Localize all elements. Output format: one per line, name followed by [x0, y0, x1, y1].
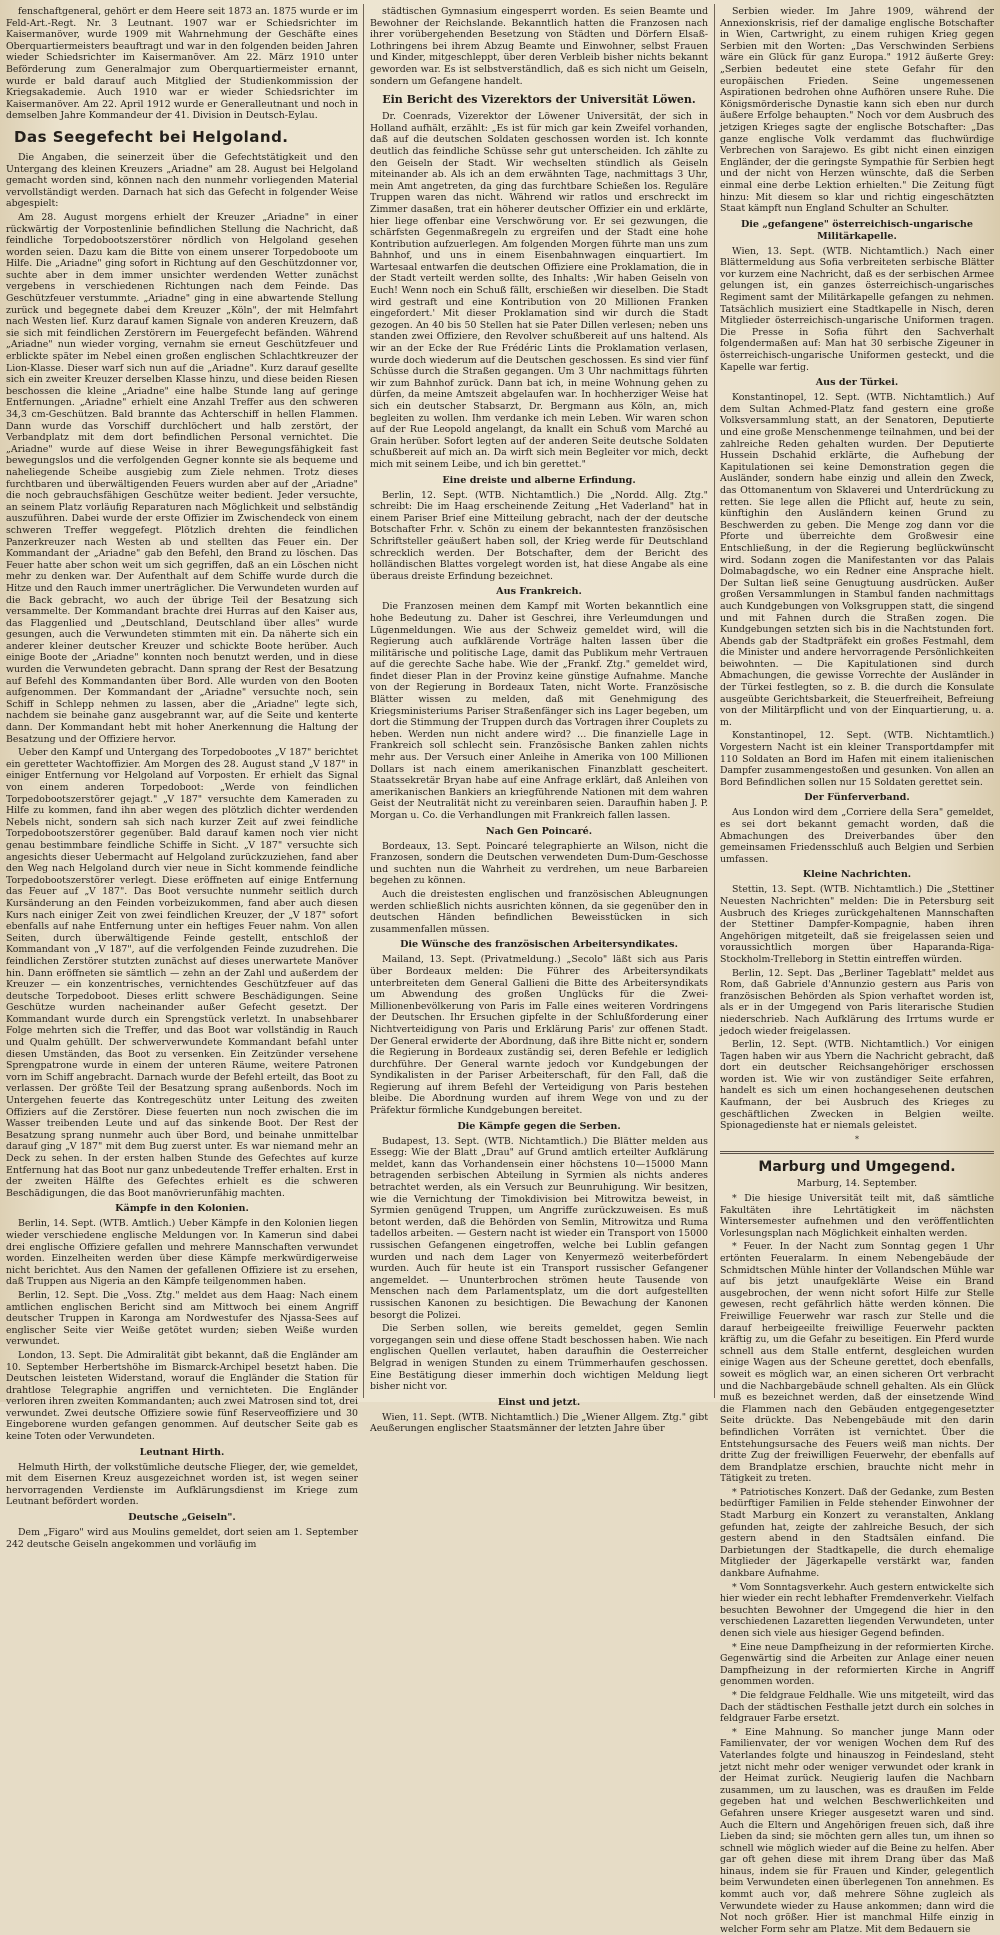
section-heading: Die „gefangene" österreichisch-ungarische Militärkapelle. — [740, 218, 974, 242]
paragraph: Berlin, 12. Sept. (WTB. Nichtamtlich.) Vor einigen Tagen haben wir aus Ybern die Nachricht gebracht, daß dort ein deutscher Reichsangehöriger erschossen worden ist. Wie wir von zuständiger Seite erfahren, handelt es sich um einen hochangesehenen deutschen Kaufmann, der bei Ausbruch des Krieges zu geschäftlichen Zwecken in Belgien weilte. Spionagedienste hat er niemals geleistet. — [720, 1039, 994, 1132]
paragraph: Berlin, 14. Sept. (WTB. Amtlich.) Ueber Kämpfe in den Kolonien liegen wieder verschiedene englische Meldungen vor. In Kamerun sind dabei drei englische Offiziere gefallen und mehrere Mannschaften verwundet worden. Einzelheiten werden über diese Kämpfe merkwürdigerweise nicht berichtet. Aus den Namen der gefallenen Offiziere ist zu ersehen, daß Truppen aus Nigeria an den Kämpfe teilgenommen haben. — [6, 1218, 358, 1288]
paragraph: Auch die dreistesten englischen und französischen Ableugnungen werden schließlich nichts ausrichten können, da sie gegenüber den in deutschen Händen befindlichen Beweisstücken in sich zusammenfallen müssen. — [370, 888, 708, 935]
paragraph: Wien, 13. Sept. (WTB. Nichtamtlich.) Nach einer Blättermeldung aus Sofia verbreiteten serbische Blätter vor kurzem eine Nachricht, daß es der serbischen Armee gelungen ist, ein ganzes österreichisch-ungarisches Regiment samt der Militärkapelle gefangen zu nehmen. Tatsächlich musiziert eine Stadtkapelle in Nisch, deren Mitglieder österreichisch-ungarische Uniformen tragen. Die Presse in Sofia führt den Sachverhalt folgendermaßen auf: Man hat 30 serbische Zigeuner in österreichisch-ungarische Uniformen gesteckt, und die Kapelle war fertig. — [720, 245, 994, 373]
paragraph: Die Angaben, die seinerzeit über die Gefechtstätigkeit und den Untergang des kleinen Kreuzers „Ariadne" am 28. August bei Helgoland gemacht worden sind, können nach den nunmehr vorliegenden Material vervollständigt werden. Darnach hat sich das Gefecht in folgender Weise abgespielt: — [6, 151, 358, 210]
paragraph: Konstantinopel, 12. Sept. (WTB. Nichtamtlich.) Vorgestern Nacht ist ein kleiner Transportdampfer mit 110 Soldaten an Bord im Hafen mit einem italienischen Dampfer zusammengestoßen und gesunken. Von allen an Bord Befindlichen sollen nur 15 Soldaten gerettet sein. — [720, 730, 994, 788]
column-rule — [363, 4, 364, 1398]
section-heading: Nach Gen Poincaré. — [485, 825, 593, 837]
paragraph: städtischen Gymnasium eingesperrt worden. Es seien Beamte und Bewohner der Reichslande. Bekanntlich hatten die Franzosen nach ihrer vorübergehenden Besetzung von Städten und Dörfern Elsaß-Lothringens bei ihrem Abzug Beamte und Einwohner, selbst Frauen und Kinder, mitgeschleppt, über deren Verbleib bisher nichts bekannt geworden war. Es ist selbstverständlich, daß es sich nicht um Geiseln, sondern um Gefangene handelt. — [370, 6, 708, 87]
section-heading: Aus der Türkei. — [815, 377, 899, 389]
dateline: Marburg, 14. September. — [796, 1178, 918, 1190]
paragraph: Die Franzosen meinen dem Kampf mit Worten bekanntlich eine hohe Bedeutung zu. Daher ist Geschrei, ihre Verleumdungen und Lügenmeldungen. Wie aus der Schweiz gemeldet wird, will die Regierung auch aufklärende Vorträge halten lassen über die militärische und politische Lage, damit das Publikum mehr Vertrauen auf die gerechte Sache habe. Wie der „Frankf. Ztg." gemeldet wird, findet dieser Plan in der Provinz keine günstige Aufnahme. Manche von der Regierung in Bordeaux Taten, nicht Worte. Französische Blätter wissen zu melden, daß mit Genehmigung des Kriegsministeriums Pariser Straßenfänger sich ins Lager begeben, um dort die Stimmung der Truppen durch das Vortragen ihrer Couplets zu heben. Werden nun nicht andere wird? … Die finanzielle Lage in Frankreich soll schlecht sein. Französische Banken zahlen nichts mehr aus. Der Versuch einer Anleihe in Amerika von 100 Millionen Dollars ist nach einem amerikanischen Finanzblatt gescheitert. Staatssekretär Bryan habe auf eine Anfrage erklärt, daß Anleihen von amerikanischen Bankiers an kriegführende Nationen mit dem wahren Geist der Neutralität nicht zu vereinbaren seien. Daraufhin haben J. P. Morgan u. Co. die Verhandlungen mit Frankreich fallen lassen. — [370, 601, 708, 821]
paragraph: fenschaftgeneral, gehört er dem Heere seit 1873 an. 1875 wurde er im Feld-Art.-Regt. Nr. 3 Leutnant. 1907 war er Schiedsrichter im Kaisermanöver, wurde 1909 mit Wahrnehmung der Geschäfte eines Oberquartiermeisters beauftragt und war in den folgenden beiden Jahren wieder Schiedsrichter im Kaisermanöver. Am 22. März 1910 unter Beförderung zum Generalmajor zum Oberquartiermeister ernannt, wurde er bald darauf auch Mitglied der Studienkommission der Kriegsakademie. Auch 1910 war er wieder Schiedsrichter im Kaisermanöver. Am 22. April 1912 wurde er Generalleutnant und noch in demselben Jahre Kommandeur der 41. Division in Deutsch-Eylau. — [6, 6, 358, 122]
column-left — [6, 6, 358, 1550]
separator-star: * — [855, 1134, 859, 1144]
paragraph: London, 13. Sept. Die Admiralität gibt bekannt, daß die Engländer am 10. September Herbertshöhe im Bismarck-Archipel besetzt haben. Die Deutschen leisteten Widerstand, worauf die Engländer die Station für drahtlose Telegraphie angriffen und vernichteten. Die Engländer verloren ihren zweiten Kommandanten; auch zwei Matrosen sind tot, drei verwundet. Zwei deutsche Offiziere sowie fünf Reserveoffiziere und 30 Eingeborene wurden gefangen genommen. Auf deutscher Seite gab es keine Toten oder Verwundeten. — [6, 1349, 358, 1443]
section-heading: Kleine Nachrichten. — [802, 869, 912, 881]
paragraph: * Die feldgraue Feldhalle. Wie uns mitgeteilt, wird das Dach der städtischen Festhalle jetzt durch ein solches in feldgrauer Farbe ersetzt. — [720, 1689, 994, 1725]
article-heading: Ein Bericht des Vizerektors der Universität Löwen. — [382, 93, 696, 107]
paragraph: Berlin, 12. Sept. Das „Berliner Tageblatt" meldet aus Rom, daß Gabriele d'Annunzio gestern aus Paris von französischen Behörden als Spion verhaftet worden ist, als er in der Umgegend von Paris literarische Studien niederschrieb. Nach Aufklärung des Irrtums wurde er jedoch wieder freigelassen. — [720, 967, 994, 1037]
paragraph: Aus London wird dem „Corriere della Sera" gemeldet, es sei dort bekannt gemacht worden, daß die Abmachungen des Dreiverbandes über den gemeinsamen Friedensschluß auch Belgien und Serbien umfassen. — [720, 807, 994, 865]
section-heading: Die Wünsche des französischen Arbeitersyndikates. — [400, 939, 678, 951]
paragraph: Berlin, 12. Sept. (WTB. Nichtamtlich.) Die „Nordd. Allg. Ztg." schreibt: Die im Haag erscheinende Zeitung „Het Vaderland" hat in einem Pariser Brief eine Mitteilung gebracht, nach der der deutsche Botschafter Frhr. v. Schön zu einem der bekanntesten französischen Schriftsteller geäußert haben soll, der Krieg werde für Deutschland schrecklich werden. Der Botschafter, dem der Bericht des holländischen Blattes vorgelegt worden ist, hat diese Angabe als eine überaus dreiste Erfindung bezeichnet. — [370, 489, 708, 582]
paragraph: * Die hiesige Universität teilt mit, daß sämtliche Fakultäten ihre Lehrtätigkeit im nächsten Wintersemester aufnehmen und den veröffentlichten Vorlesungsplan nach Möglichkeit einhalten werden. — [720, 1193, 994, 1239]
paragraph: Am 28. August morgens erhielt der Kreuzer „Ariadne" in einer rückwärtig der Vorpostenlinie befindlichen Stellung die Nachricht, daß feindliche Torpedobootszerstörer nördlich von Helgoland gesehen worden seien. Dazu kam die Bitte von einem unserer Torpedoboote um Hilfe. Die „Ariadne" ging sofort in Richtung auf den Geschützdonner vor, suchte aber in dem immer unsichter werdenden Wetter zunächst vergebens in verschiedenen Richtungen nach dem Feinde. Das Geschützfeuer verstummte. „Ariadne" ging in eine abwartende Stellung zurück und begegnete dabei dem Kreuzer „Köln", der mit Helmfahrt nach Westen lief. Kurz darauf kamen Signale von anderen Kreuzern, daß sie sich mit feindlichen Zerstörern im Feuergefecht befänden. Während „Ariadne" nun wieder vorging, vernahm sie erneut Geschützfeuer und erblickte später im Nebel einen großen englischen Schlachtkreuzer der Lion-Klasse. Dieser warf sich nun auf die „Ariadne". Kurz darauf gesellte sich ein zweiter Kreuzer derselben Klasse hinzu, und diese beiden Riesen beschossen die kleine „Ariadne" eine halbe Stunde lang auf geringe Entfernungen. „Ariadne" erhielt eine Anzahl Treffer aus den schweren 34,3 cm-Geschützen. Bald brannte das Achterschiff in hellen Flammen. Dann wurde das Vorschiff durchlöchert und halb zerstört, der Verbandplatz mit dem dort befindlichen Personal vernichtet. Die „Ariadne" wurde auf diese Weise in ihrer Bewegungsfähigkeit fast bewegungslos und die verfolgenden Gegner konnte sie als bequeme und naheliegende Scheibe ausgiebig zum Ziele nehmen. Trotz dieses furchtbaren und überwältigenden Feuers wurden aber auf der „Ariadne" die noch gebrauchsfähigen Geschütze weiter bedient. Jeder versuchte, an seinem Platz vorläufig Reparaturen nach Möglichkeit und selbständig auszuführen. Dabei wurde der erste Offizier im Zwischendeck von einem schweren Treffer weggefegt. Plötzlich drehten die feindlichen Panzerkreuzer nach Westen ab und stellten das Feuer ein. Der Kommandant der „Ariadne" gab den Befehl, den Brand zu löschen. Das Feuer hatte aber schon weit um sich gegriffen, daß an ein Löschen nicht mehr zu denken war. Der Aufenthalt auf dem Schiffe wurde durch die Hitze und den Rauch immer unerträglicher. Die Verwundeten wurden auf die Back gebracht, wo auch der übrige Teil der Besatzung sich versammelte. Der Kommandant brachte drei Hurras auf den Kaiser aus, das Flaggenlied und „Deutschland, Deutschland über alles" wurde gesungen, auch die Verwundeten stimmten mit ein. Da näherte sich ein anderer kleiner deutscher Kreuzer und schickte Boote herüber. Auch einige Boote der „Ariadne" konnten noch benutzt werden, und in diese wurden die Verwundeten gebracht. Dann sprang der Rest der Besatzung auf Befehl des Kommandanten über Bord. Alle wurden von den Booten aufgenommen. Der Kommandant der „Ariadne" versuchte noch, sein Schiff in Schlepp nehmen zu lassen, aber die „Ariadne" legte sich, nachdem sie beinahe ganz ausgebrannt war, auf die Seite und kenterte dann. Der Kommandant hebt mit hoher Anerkennung die Haltung der Besatzung und der Offiziere hervor. — [6, 211, 358, 745]
section-heading: Einst und jetzt. — [497, 1396, 581, 1408]
column-middle — [370, 6, 708, 1435]
paragraph: * Eine Mahnung. So mancher junge Mann oder Familienvater, der vor wenigen Wochen dem Ruf des Vaterlandes folgte und hinauszog in Feindesland, steht jetzt nicht mehr oder weniger verwundet oder krank in der Heimat zurück. Neugierig laufen die Nachbarn zusammen, um zu lauschen, was es draußen im Felde gegeben hat und welchen Beschwerlichkeiten und Gefahren unsere Krieger ausgesetzt waren und sind. Auch die Eltern und Angehörigen freuen sich, daß ihre Lieben da sind; sie möchten gern alles tun, um ihnen so schnell wie möglich wieder auf die Beine zu helfen. Aber gar oft gehen diese mit ihrem Drang über das Maß hinaus, indem sie für Frauen und Kinder, gelegentlich beim Verwundeten einen überlegenen Ton annehmen. Es kommt auch vor, daß mehrere Söhne zugleich als Verwundete wieder zu Hause ankommen; dann wird die Not noch größer. Hier ist manchmal Hilfe einzig in welcher Form sehr am Platze. Mit dem Bedauern sie — [720, 1726, 994, 1935]
article-heading: Das Seegefecht bei Helgoland. — [14, 127, 289, 146]
paragraph: Helmuth Hirth, der volkstümliche deutsche Flieger, der, wie gemeldet, mit dem Eisernen Kreuz ausgezeichnet worden ist, ist wegen seiner hervorragenden Verdienste im Aufklärungsdienst im Kriege zum Leutnant befördert worden. — [6, 1461, 358, 1508]
paragraph: * Vom Sonntagsverkehr. Auch gestern entwickelte sich hier wieder ein recht lebhafter Fremdenverkehr. Vielfach besuchten Bewohner der Umgegend die hier in den verschiedenen Lazaretten liegenden Verwundeten, unter denen sich viele aus hiesiger Gegend befinden. — [720, 1581, 994, 1639]
paragraph: * Feuer. In der Nacht zum Sonntag gegen 1 Uhr ertönten Feueralarm. In einem Nebengebäude der Schmidtschen Mühle hinter der Vollandschen Mühle war auf bis jetzt unaufgeklärte Weise ein Brand ausgebrochen, der wenn nicht sofort Hilfe zur Stelle gewesen, recht gefährlich hätte werden können. Die Freiwillige Feuerwehr war rasch zur Stelle und die darauf herbeigeeilte freiwillige Feuerwehr packten kräftig zu, um die Gefahr zu beseitigen. Ein Pferd wurde schnell aus dem Stalle entfernt, desgleichen wurden einige Wagen aus der Scheune gerettet, doch ebenfalls, soweit es möglich war, an einen sicheren Ort verbracht und die Nachbargebäude schnell gehalten. Als ein Glück muß es bezeichnet werden, daß der einsetzende Wind die Flammen nach den Gebäuden entgegengesetzter Seite drückte. Das Nebengebäude mit den darin befindlichen Vorräten ist vernichtet. Über die Entstehungsursache des Feuers weiß man nichts. Der dritte Zug der freiwilligen Feuerwehr, der ebenfalls auf dem Brandplatze erschien, brauchte nicht mehr in Tätigkeit zu treten. — [720, 1241, 994, 1485]
paragraph: Dr. Coenrads, Vizerektor der Löwener Universität, der sich in Holland aufhält, erzählt: „Es ist für mich gar kein Zweifel vorhanden, daß auf die deutschen Soldaten geschossen worden ist. Ich konnte deutlich das feindliche Schüsse sehr gut unterscheiden. Ich zählte zu den Geiseln der Stadt. Wir wechselten stündlich als Geiseln miteinander ab. Als ich an dem erwähnten Tage, nachmittags 3 Uhr, mein Amt angetreten, da ging das furchtbare Schießen los. Reguläre Truppen waren das nicht. Während wir ratlos und erschreckt im Zimmer dasaßen, trat ein höherer deutscher Offizier ein und erklärte, hier liege offenbar eine Verschwörung vor. Er sei gezwungen, die schärfsten Gegenmaßregeln zu ergreifen und der Stadt eine hohe Kontribution aufzuerlegen. Am folgenden Morgen führte man uns zum Bahnhof, und uns in einem Eisenbahnwagen einquartiert. Im Wartesaal entwarfen die deutschen Offiziere eine Proklamation, die in der Stadt verteilt werden sollte, des Inhalts: ‚Wir haben Geiseln von Euch! Wenn noch ein Schuß fällt, erschießen wir dieselben. Die Stadt wird gestraft und eine Kontribution von 20 Millionen Franken eingefordert.' Mit dieser Proklamation sind wir durch die Stadt gezogen. An 40 bis 50 Stellen hat sie Pater Dillen verlesen; neben uns standen zwei Offiziere, den Revolver schußbereit auf uns haltend. Als wir an der Ecke der Rue Frédéric Lints die Proklamation verlasen, wurde doch wiederum auf die Deutschen geschossen. Es sind vier fünf Schüsse durch die Straßen gegangen. Um 3 Uhr nachmittags führten wir zum Bahnhof zurück. Dann bat ich, in meine Wohnung gehen zu dürfen, da meine Amtszeit abgelaufen war. In hochherziger Weise hat sich ein deutscher Stabsarzt, Dr. Bergmann aus Köln, an, mich begleiten zu wollen. Ihm verdanke ich mein Leben. Wir waren schon auf der Rue Leopold angelangt, da knallt ein Schuß vom Marché au Grain herüber. Sofort legten auf der anderen Seite deutsche Soldaten schußbereit auf mich an. Da wirft sich mein Begleiter vor mich, deckt mich mit seinem Leibe, und ich bin gerettet." — [370, 111, 708, 470]
paragraph: Ueber den Kampf und Untergang des Torpedobootes „V 187" berichtet ein geretteter Wachtoffizier. Am Morgen des 28. August stand „V 187" in einiger Entfernung vor Helgoland auf Vorposten. Er erhielt das Signal von einem anderen Torpedoboot: „Werde von feindlichen Torpedobootszerstörer gejagt." „V 187" versuchte dem Kameraden zu Hilfe zu kommen, fand ihn aber wegen des plötzlich dichter werdenden Nebels nicht, sondern sah sich nach kurzer Zeit auf zwei feindliche Torpedobootszerstörer gegenüber. Bald darauf kamen noch vier nicht genau bestimmbare feindliche Schiffe in Sicht. „V 187" versuchte sich angesichts dieser Uebermacht auf Helgoland zurückzuziehen, fand aber den Weg nach Helgoland durch vier neue in Sicht kommende feindliche Torpedobootszerstörer verlegt. Diese eröffneten auf einige Entfernung das Feuer auf „V 187". Das Boot versuchte nunmehr seitlich durch Kursänderung an den Feinden vorbeizukommen, fand aber auch diesen Kurs nach einiger Zeit von zwei feindlichen Kreuzer, der „V 187" sofort ebenfalls auf nahe Entfernung unter ein heftiges Feuer nahm. Von allen Seiten, durch überwältigende Feinde gestellt, entschloß der Kommandant von „V 187", auf die verfolgenden Feinde zuzudrehen. Die feindlichen Zerstörer stutzten zunächst auf dieses unerwartete Manöver hin. Dann eröffneten sie sämtlich — zehn an der Zahl und außerdem der Kreuzer — ein konzentrisches, vernichtendes Geschützfeuer auf das deutsche Torpedoboot. Dieses erlitt schwere Beschädigungen. Seine Geschütze wurden nacheinander außer Gefecht gesetzt. Der Kommandant wurde durch ein Sprengstück verletzt. In unabsehbarer Folge mehrten sich die Treffer, und das Boot war vollständig in Rauch und Qualm gehüllt. Der schwerverwundete Kommandant befahl unter diesen Umständen, das Boot zu versenken. Ein Zeitzünder versehene Sprengpatrone wurde in einem der unteren Räume, weitere Patronen vorn im Schiff angebracht. Darnach wurde der Befehl erteilt, das Boot zu verlassen. Der größte Teil der Besatzung sprang außenbords. Noch im Untergehen feuerte das Kontregeschütz unter Leitung des zweiten Offiziers auf die Zerstörer. Diese feuerten nun noch zwischen die im Wasser treibenden Leute und auf das sinkende Boot. Der Rest der Besatzung sprang nunmehr auch über Bord, und beinahe unmittelbar darauf ging „V 187" mit dem Bug zuerst unter. Es war niemand mehr an Deck zu sehen. In der ersten halben Stunde des Gefechtes auf kurze Entfernung hat das Boot nur ganz unbedeutende Treffer erhalten. Erst in der zweiten Hälfte des Gefechtes erhielt es die schweren Beschädigungen, die das Boot manövrierunfähig machten. — [6, 747, 358, 1199]
section-heading: Die Kämpfe gegen die Serben. — [457, 1120, 621, 1132]
double-rule — [720, 1151, 994, 1154]
paragraph: Mailand, 13. Sept. (Privatmeldung.) „Secolo" läßt sich aus Paris über Bordeaux melden: Die Führer des Arbeitersyndikats unterbreiteten dem General Gallieni die Bitte des Arbeitersyndikats um Abwendung des großen Unglücks für die Zwei-Millionenbevölkerung von Paris im Falle eines weiteren Vordringens der Deutschen. Ihr Ersuchen gipfelte in der Schlußforderung einer Nichtverteidigung von Paris und Erklärung Paris' zur offenen Stadt. Der General erwiderte der Abordnung, daß ihre Bitte nicht er, sondern die Regierung in Bordeaux zuständig sei, deren Befehle er lediglich durchführe. Der General warnte jedoch vor Kundgebungen der Syndikalisten in der Pariser Arbeiterschaft, für den Fall, daß die Regierung auf ihrem Befehl der Verteidigung von Paris bestehen bleibe. Die Abordnung wurden auf ihrem Wege von und zu der Präfektur förmliche Kundgebungen bereitet. — [370, 954, 708, 1117]
paragraph: * Patriotisches Konzert. Daß der Gedanke, zum Besten bedürftiger Familien in Felde stehender Einwohner der Stadt Marburg ein Konzert zu veranstalten, Anklang gefunden hat, zeigte der zahlreiche Besuch, der sich gestern abend in den Stadtsälen einfand. Die Darbietungen der Stadtkapelle, die durch ehemalige Mitglieder der Jägerkapelle verstärkt war, fanden dankbare Aufnahme. — [720, 1486, 994, 1580]
section-heading: Leutnant Hirth. — [139, 1446, 225, 1458]
section-heading: Eine dreiste und alberne Erfindung. — [442, 474, 636, 486]
section-heading: Deutsche „Geiseln". — [128, 1512, 236, 1524]
paragraph: Bordeaux, 13. Sept. Poincaré telegraphierte an Wilson, nicht die Franzosen, sondern die Deutschen verwendeten Dum-Dum-Geschosse und suchten nun die Wahrheit zu verdrehen, um neue Barbareien begehen zu können. — [370, 840, 708, 887]
paragraph: Dem „Figaro" wird aus Moulins gemeldet, dort seien am 1. September 242 deutsche Geiseln angekommen und vorläufig im — [6, 1527, 358, 1550]
paragraph: Die Serben sollen, wie bereits gemeldet, gegen Semlin vorgegangen sein und diese offene Stadt beschossen haben. Wie nach englischen Quellen verlautet, haben daraufhin die Oesterreicher Belgrad in wenigen Stunden zu einem Trümmerhaufen geschossen. Eine Bestätigung dieser immerhin doch wichtigen Meldung liegt bisher nicht vor. — [370, 1323, 708, 1393]
paragraph: Budapest, 13. Sept. (WTB. Nichtamtlich.) Die Blätter melden aus Essegg: Wie der Blatt „Drau" auf Grund amtlich erteilter Aufklärung meldet, kann das Vorhandensein einer höchstens 10—15000 Mann betragenden serbischen Abteilung in Syrmien als nichts anderes betrachtet werden, als ein Versuch zur Beunruhigung. Wir besitzen, wie die Vernichtung der Timokdivision bei Mitrowitza beweist, in Syrmien genügend Truppen, um Angriffe zurückzuweisen. Es muß betont werden, daß die Behörden von Semlin, Mitrowitza und Ruma tadellos arbeiten. — Gestern nacht ist wieder ein Transport von 15000 russischen Gefangenen eingetroffen, welche bei Lublin gefangen wurden und nach dem Lager von Kenyermezö weiterbefördert wurden. Auch für heute ist ein Transport russischer Gefangener angemeldet. — Ununterbrochen strömen heute Tausende von Menschen nach dem Parlamentsplatz, um die dort aufgestellten russischen Kanonen zu besichtigen. Die Bewachung der Kanonen besorgt die Polizei. — [370, 1135, 708, 1321]
paragraph: Serbien wieder. Im Jahre 1909, während der Annexionskrisis, rief der damalige englische Botschafter in Wien, Cartwright, zu einem ruhigen Krieg gegen Serbien mit den Worten: „Das Verschwinden Serbiens wäre ein Glück für ganz Europa." 1912 äußerte Grey: „Serbien bedeutet eine stete Gefahr für den europäischen Frieden. Seine ungemessenen Aspirationen bedrohen ohne Aufhören unsere Ruhe. Die Königsmörderische Dynastie kann sich eben nur durch äußere Erfolge behaupten." Noch vor dem Ausbruch des jetzigen Krieges sagte der englische Botschafter: „Das ganze englische Volk verdammt das fluchwürdige Verbrechen von Sarajewo. Es gibt nicht einen einzigen Engländer, der die geringste Sympathie für Serbien hegt und der nicht von Herzen wünschte, daß die Serben einmal eine derbe Lektion erhielten." Die Zeitung fügt hinzu: Mit diesem so klar und richtig eingeschätzten Staat kämpft nun England Schulter an Schulter. — [720, 6, 994, 215]
paragraph: Wien, 11. Sept. (WTB. Nichtamtlich.) Die „Wiener Allgem. Ztg." gibt Aeußerungen englischer Staatsmänner der letzten Jahre über — [370, 1411, 708, 1435]
paragraph: Konstantinopel, 12. Sept. (WTB. Nichtamtlich.) Auf dem Sultan Achmed-Platz fand gestern eine große Volksversammlung statt, an der Senatoren, Deputierte und eine große Menschenmenge teilnahmen, und bei der zahlreiche Reden gehalten wurden. Der Deputierte Hussein Dschahid erklärte, die Aufhebung der Kapitulationen sei keine Demonstration gegen die Ausländer, sondern habe einzig und allein den Zweck, das Ottomanentum von Sklaverei und Unterdrückung zu retten. Sie lege allen die Pflicht auf, heute zu sein, künftighin den Ausländern keinen Grund zu Beschwerden zu geben. Die Menge zog dann vor die Pforte und überreichte dem Großwesir eine Entschließung, in der die Regierung beglückwünscht wird. Sodann zogen die Manifestanten vor das Palais Dolmabagdsche, wo ein Redner eine Ansprache hielt. Der Sultan ließ seine Genugtuung ausdrücken. Außer großen Versammlungen in Stambul fanden nachmittags auch Kundgebungen von Volksgruppen statt, die singend und mit Fahnen durch die Straßen zogen. Die Kundgebungen setzten sich bis in die Nachtstunden fort. Abends gab der Stadtpräfekt ein großes Festmahl, dem die Minister und andere hervorragende Persönlichkeiten beiwohnten. — Die Kapitulationen sind durch Abmachungen, die gewisse Vorrechte der Ausländer in der Türkei festlegten, so z. B. die durch die Konsulate ausgeübte Gerichtsbarkeit, die Steuerfreiheit, Befreiung von der Militärpflicht und von der Einquartierung, u. a. m. — [720, 392, 994, 728]
column-rule — [714, 4, 715, 1398]
paragraph: Berlin, 12. Sept. Die „Voss. Ztg." meldet aus dem Haag: Nach einem amtlichen englischen Bericht sind am Mittwoch bei einem Angriff deutscher Truppen in Karonga am Nordwestufer des Njassa-Sees auf englischer Seite vier Weiße getötet wurden; sieben Weiße wurden verwundet. — [6, 1289, 358, 1348]
column-right — [720, 6, 994, 1935]
section-heading: Aus Frankreich. — [496, 586, 582, 598]
paragraph: * Eine neue Dampfheizung in der reformierten Kirche. Gegenwärtig sind die Arbeiten zur Anlage einer neuen Dampfheizung in der reformierten Kirche in Angriff genommen worden. — [720, 1641, 994, 1688]
local-news-heading: Marburg und Umgegend. — [758, 1159, 956, 1176]
section-heading: Kämpfe in den Kolonien. — [115, 1203, 249, 1215]
section-heading: Der Fünferverband. — [804, 792, 910, 804]
paragraph: Stettin, 13. Sept. (WTB. Nichtamtlich.) Die „Stettiner Neuesten Nachrichten" melden: Die in Petersburg seit Ausbruch des Krieges zurückgehaltenen Mannschaften der Stettiner Dampfer-Kompagnie, haben ihren Angehörigen mitgeteilt, daß sie freigelassen seien und voraussichtlich morgen über Haparanda-Riga-Stockholm-Trelleborg in Stettin eintreffen würden. — [720, 884, 994, 965]
